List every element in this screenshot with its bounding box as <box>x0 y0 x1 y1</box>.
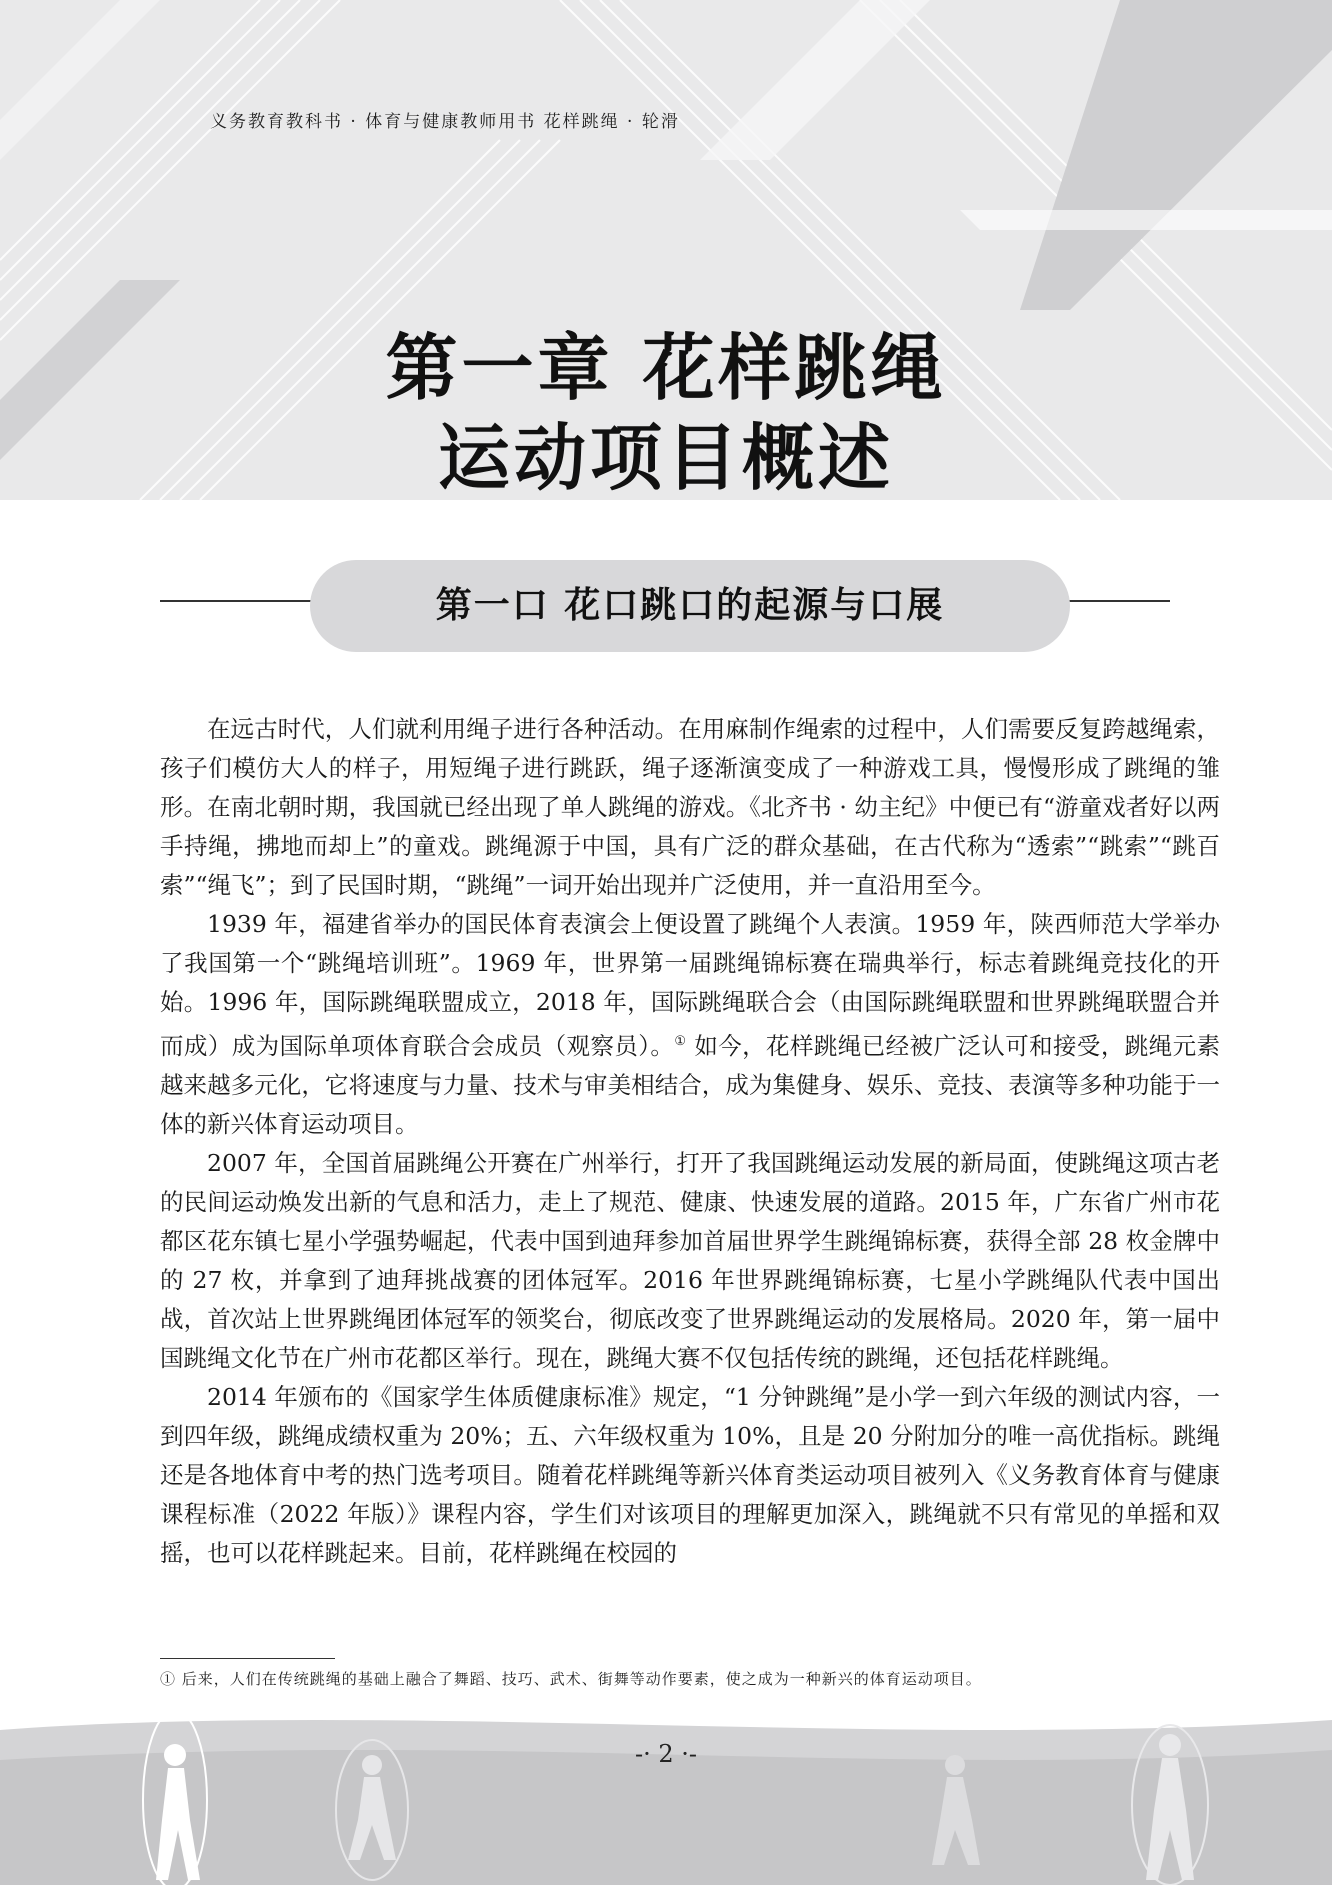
paragraph-4: 2014 年颁布的《国家学生体质健康标准》规定，“1 分钟跳绳”是小学一到六年级的测试内容，一到四年级，跳绳成绩权重为 20%；五、六年级权重为 10%，且是 20 分附加分的唯一高优指标。跳绳还是各地体育中考的热门选考项目。随着花样跳绳等新兴体育类运动项目被列入《义务教育体育与健康课程标准（2022 年版）》课程内容，学生们对该项目的理解更加深入，跳绳就不只有常见的单摇和双摇，也可以花样跳起来。目前，花样跳绳在校园的 <box>160 1382 1220 1567</box>
running-head: 义务教育教科书 · 体育与健康教师用书 花样跳绳 · 轮滑 <box>210 112 680 132</box>
chapter-title-line-2: 运动项目概述 <box>437 415 894 500</box>
paragraph-2-part-2: 如今，花样跳绳已经被广泛认可和接受，跳绳元素越来越多元化，它将速度与力量、技术与审美相结合，成为集健身、娱乐、竞技、表演等多种功能于一体的新兴体育运动项目。 <box>160 1031 1221 1138</box>
footer-decoration <box>0 1690 1332 1885</box>
paragraph-1: 在远古时代，人们就利用绳子进行各种活动。在用麻制作绳索的过程中，人们需要反复跨越绳索，孩子们模仿大人的样子，用短绳子进行跳跃，绳子逐渐演变成了一种游戏工具，慢慢形成了跳绳的雏形。在南北朝时期，我国就已经出现了单人跳绳的游戏。《北齐书 · 幼主纪》中便已有“游童戏者好以两手持绳，拂地而却上”的童戏。跳绳源于中国，具有广泛的群众基础，在古代称为“透索”“跳索”“跳百索”“绳飞”；到了民国时期，“跳绳”一词开始出现并广泛使用，并一直沿用至今。 <box>160 715 1220 899</box>
chapter-title-line-1: 第一章 花样跳绳 <box>385 325 947 410</box>
footer-band <box>0 1690 1332 1885</box>
footnote-marker[interactable]: ① <box>674 1034 687 1049</box>
footnote: ① 后来，人们在传统跳绳的基础上融合了舞蹈、技巧、武术、街舞等动作要素，使之成为一种新兴的体育运动项目。 <box>160 1670 982 1688</box>
page-number: -· 2 ·- <box>634 1740 697 1768</box>
paragraph-2-part-1: 1939 年，福建省举办的国民体育表演会上便设置了跳绳个人表演。1959 年，陕西师范大学举办了我国第一个“跳绳培训班”。1969 年，世界第一届跳绳锦标赛在瑞典举行，标志着跳绳竞技化的开始。1996 年，国际跳绳联盟成立，2018 年，国际跳绳联合会（由国际跳绳联盟和世界跳绳联盟合并而成）成为国际单项体育联合会成员（观察员）。 <box>160 910 1220 1060</box>
paragraph-2 <box>160 905 1220 1144</box>
paragraph-3: 2007 年，全国首届跳绳公开赛在广州举行，打开了我国跳绳运动发展的新局面，使跳绳这项古老的民间运动焕发出新的气息和活力，走上了规范、健康、快速发展的道路。2015 年，广东省广州市花都区花东镇七星小学强势崛起，代表中国到迪拜参加首届世界学生跳绳锦标赛，获得全部 28 枚金牌中的 27 枚，并拿到了迪拜挑战赛的团体冠军。2016 年世界跳绳锦标赛，七星小学跳绳队代表中国出战，首次站上世界跳绳团体冠军的领奖台，彻底改变了世界跳绳运动的发展格局。2020 年，第一届中国跳绳文化节在广州市花都区举行。现在，跳绳大赛不仅包括传统的跳绳，还包括花样跳绳。 <box>160 1148 1220 1372</box>
body-text <box>160 710 1220 1573</box>
footnote-rule <box>160 1658 335 1659</box>
section-title: 第一口 花口跳口的起源与口展 <box>435 585 945 626</box>
